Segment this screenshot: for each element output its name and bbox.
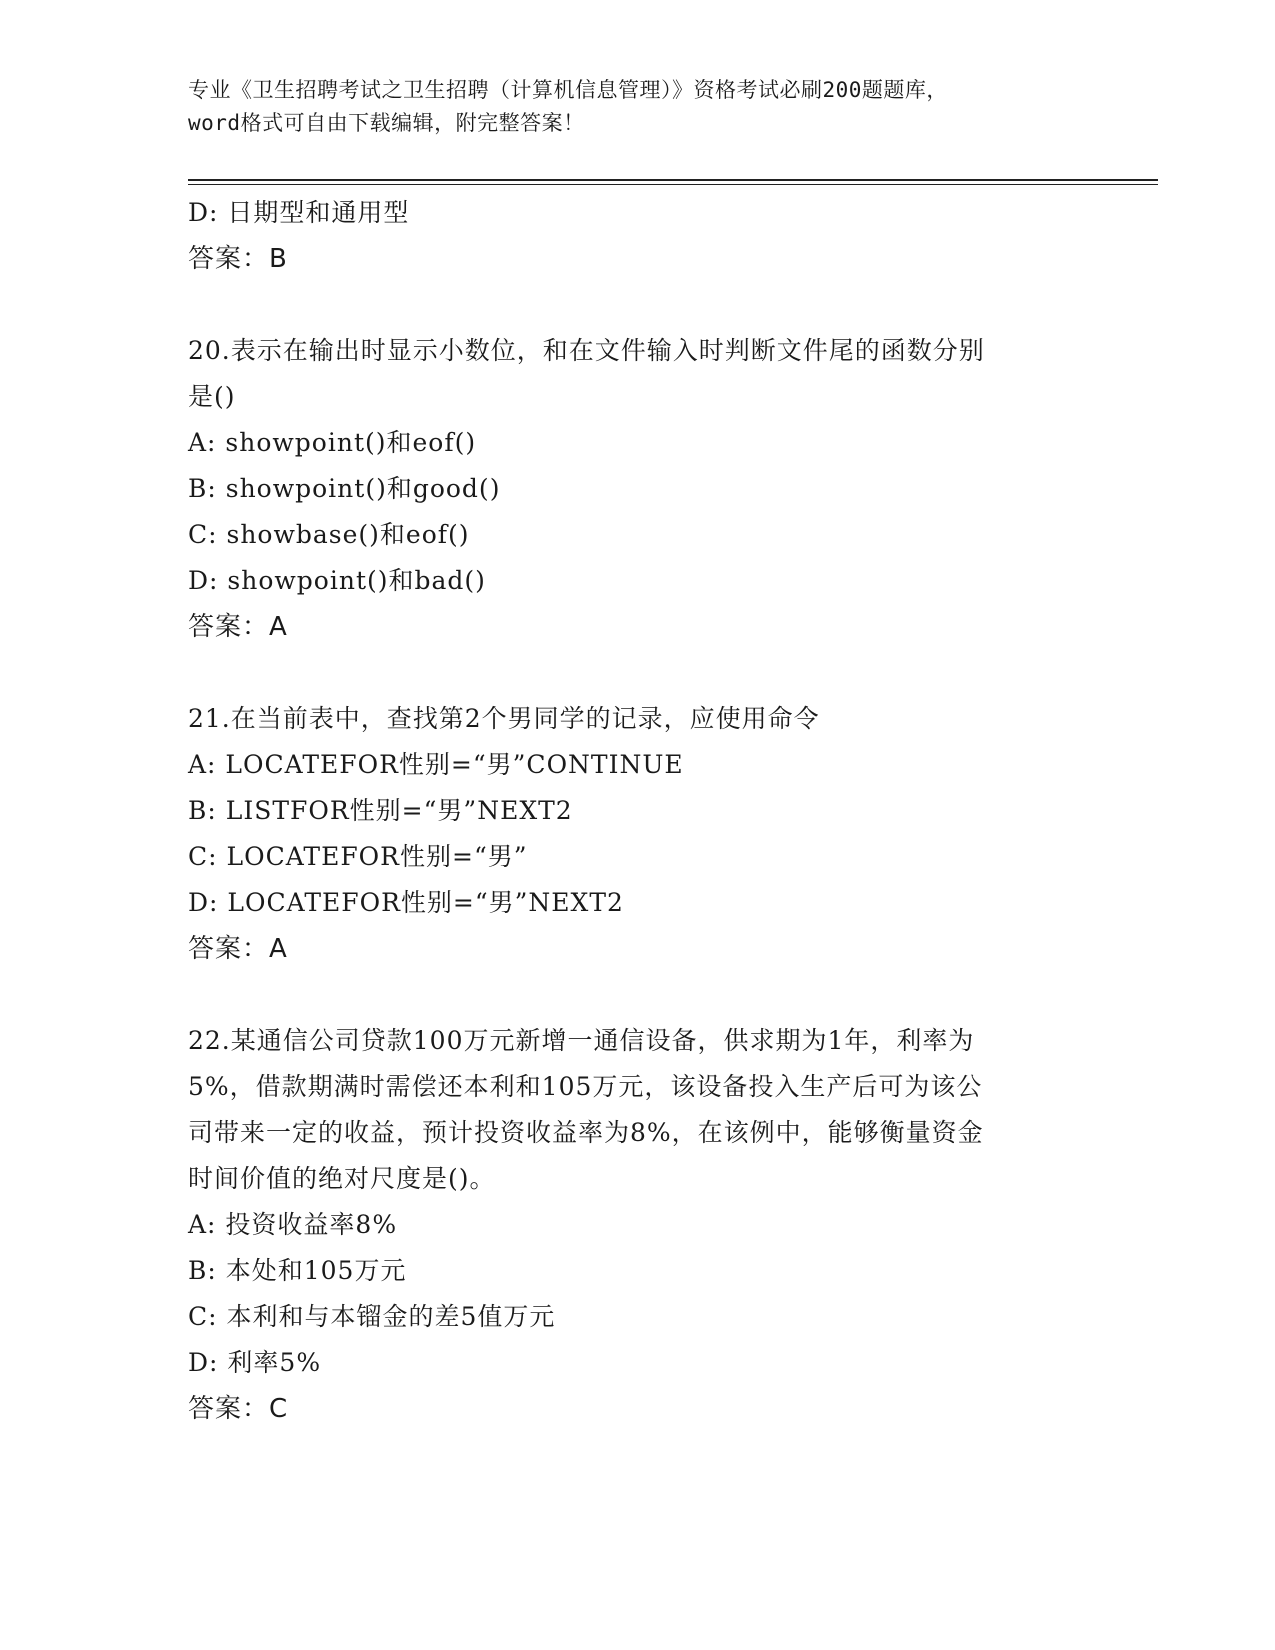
option-c: C: 本利和与本镏金的差5值万元 [188,1302,556,1331]
option-b: B: LISTFOR性别=“男”NEXT2 [188,796,573,825]
answer: 答案：B [188,244,288,274]
option-d: D: 利率5% [188,1348,322,1377]
question-stem-line: 时间价值的绝对尺度是()。 [188,1164,496,1193]
option-c: C: LOCATEFOR性别=“男” [188,842,528,871]
question-stem-line: 20.表示在输出时显示小数位，和在文件输入时判断文件尾的函数分别 [188,336,985,365]
option-b: B: showpoint()和good() [188,474,501,503]
question-stem-line: 司带来一定的收益，预计投资收益率为8%，在该例中，能够衡量资金 [188,1118,984,1147]
spacer [188,282,1068,328]
option-a: A: showpoint()和eof() [188,428,477,457]
spacer [188,650,1068,696]
document-header [188,74,1088,140]
question-stem-line: 是() [188,382,236,411]
question-22 [188,1018,1068,1432]
option-d: D: showpoint()和bad() [188,566,486,595]
option-c: C: showbase()和eof() [188,520,470,549]
option-b: B: 本处和105万元 [188,1256,407,1285]
question-19-tail [188,190,1068,282]
question-stem-line: 22.某通信公司贷款100万元新增一通信设备，供求期为1年，利率为 [188,1026,975,1055]
answer: 答案：A [188,612,288,642]
answer: 答案：C [188,1394,289,1424]
header-rule-thick [188,179,1158,181]
header-line-1: 专业《卫生招聘考试之卫生招聘（计算机信息管理）》资格考试必刷200题题库， [188,78,948,102]
option-a: A: LOCATEFOR性别=“男”CONTINUE [188,750,684,779]
question-stem-line: 21.在当前表中，查找第2个男同学的记录，应使用命令 [188,704,820,733]
document-body [188,190,1068,1432]
option-a: A: 投资收益率8% [188,1210,398,1239]
answer: 答案：A [188,934,288,964]
question-20 [188,328,1068,650]
header-line-2: word格式可自由下载编辑，附完整答案！ [188,111,585,135]
question-21 [188,696,1068,972]
option-d: D: 日期型和通用型 [188,198,410,227]
header-rule-thin [188,184,1158,185]
spacer [188,972,1068,1018]
option-d: D: LOCATEFOR性别=“男”NEXT2 [188,888,624,917]
question-stem-line: 5%，借款期满时需偿还本利和105万元，该设备投入生产后可为该公 [188,1072,983,1101]
